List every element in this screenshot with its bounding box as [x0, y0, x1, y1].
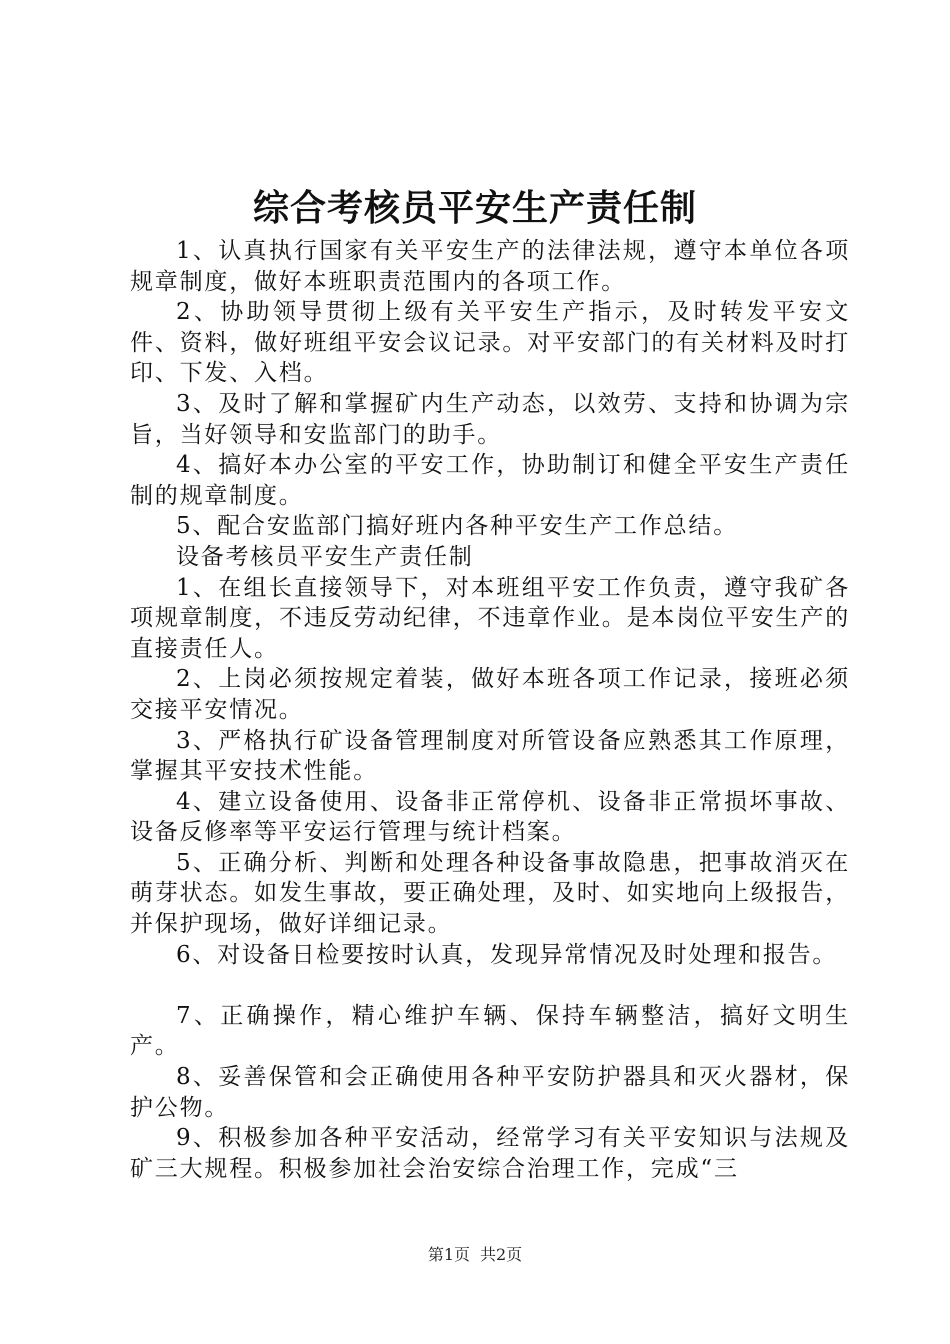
paragraph: 4、搞好本办公室的平安工作，协助制订和健全平安生产责任制的规章制度。: [130, 452, 850, 509]
document-body: [130, 236, 850, 1184]
page-number: 第1页: [427, 1245, 470, 1264]
paragraph: 8、妥善保管和会正确使用各种平安防护器具和灭火器材，保护公物。: [130, 1064, 850, 1121]
paragraph: 3、及时了解和掌握矿内生产动态，以效劳、支持和协调为宗旨，当好领导和安监部门的助手。: [130, 390, 850, 448]
paragraph: 5、正确分析、判断和处理各种设备事故隐患，把事故消灭在萌芽状态。如发生事故，要正确处理，及时、如实地向上级报告，并保护现场，做好详细记录。: [130, 849, 850, 938]
paragraph: 1、在组长直接领导下，对本班组平安工作负责，遵守我矿各项规章制度，不违反劳动纪律，不违章作业。是本岗位平安生产的直接责任人。: [130, 574, 850, 662]
paragraph: 3、严格执行矿设备管理制度对所管设备应熟悉其工作原理，掌握其平安技术性能。: [130, 727, 850, 785]
paragraph: 9、积极参加各种平安活动，经常学习有关平安知识与法规及矿三大规程。积极参加社会治安综合治理工作，完成“三: [130, 1125, 850, 1182]
paragraph: 2、协助领导贯彻上级有关平安生产指示，及时转发平安文件、资料，做好班组平安会议记录。对平安部门的有关材料及时打印、下发、入档。: [130, 299, 850, 387]
paragraph: 4、建立设备使用、设备非正常停机、设备非正常损坏事故、设备反修率等平安运行管理与统计档案。: [130, 788, 850, 846]
paragraph: 5、配合安监部门搞好班内各种平安生产工作总结。: [176, 513, 739, 540]
paragraph: 2、上岗必须按规定着装，做好本班各项工作记录，接班必须交接平安情况。: [130, 666, 850, 723]
paragraph: 1、认真执行国家有关平安生产的法律法规，遵守本单位各项规章制度，做好本班职责范围内的各项工作。: [130, 238, 850, 295]
paragraph: 6、对设备日检要按时认真，发现异常情况及时处理和报告。: [176, 941, 838, 968]
section-heading: 设备考核员平安生产责任制: [176, 543, 474, 570]
page-footer: [0, 1244, 950, 1266]
document-title: 综合考核员平安生产责任制: [252, 187, 697, 229]
blank-line: [130, 970, 850, 1001]
page-total: 共2页: [480, 1245, 523, 1264]
paragraph: 7、正确操作，精心维护车辆、保持车辆整洁，搞好文明生产。: [130, 1002, 850, 1060]
